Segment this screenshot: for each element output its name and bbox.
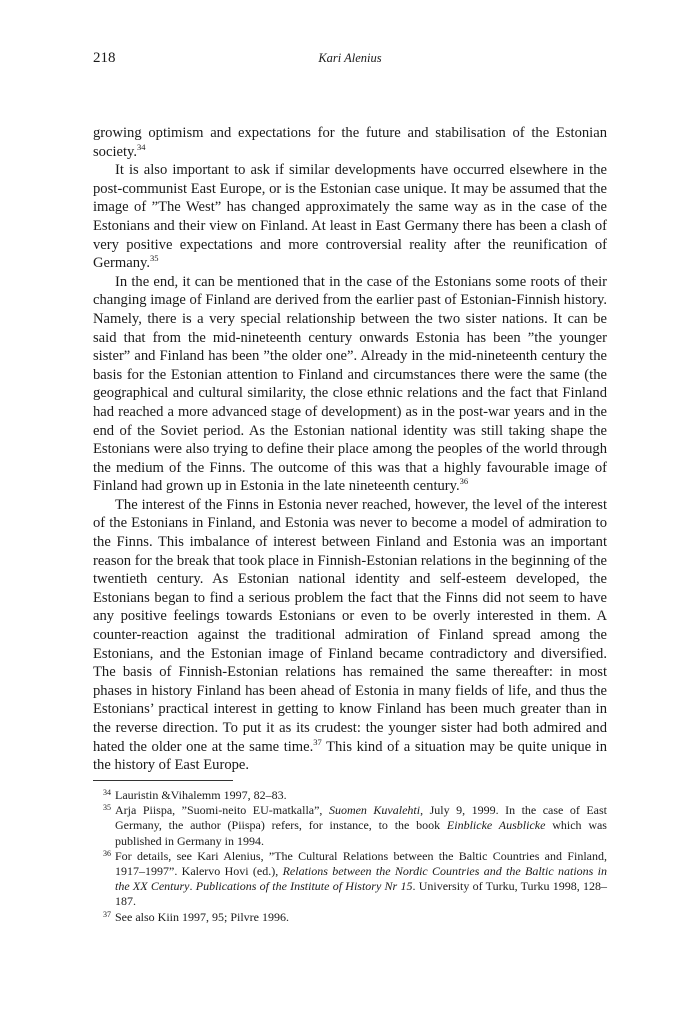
paragraph-text: growing optimism and expectations for the future and stabilisation of the Estonian society. xyxy=(93,125,607,160)
running-head: Kari Alenius xyxy=(318,51,382,65)
paragraph-4 xyxy=(93,496,607,775)
footnote-number: 36 xyxy=(103,848,111,858)
paragraph-2 xyxy=(93,161,607,273)
footnote-ref[interactable]: 37 xyxy=(313,736,322,747)
footnote-ref[interactable]: 35 xyxy=(150,253,159,264)
footnote-36 xyxy=(93,849,607,910)
footnote-title: Relations between the Nordic Countries and the Baltic nations in the XX Century xyxy=(115,864,607,894)
footnotes xyxy=(93,788,607,925)
footnote-text: Arja Piispa, ”Suomi-neito EU-matkalla”, xyxy=(115,803,329,818)
footnote-text: For details, see Kari Alenius, ”The Cultural Relations between the Baltic Countries and Finland, 1917–1997”. Kalervo Hovi (ed.), xyxy=(115,848,607,879)
footnote-divider xyxy=(93,780,233,781)
footnote-text: , July 9, 1999. In the case of East Germany, the author (Piispa) refers, for instance, to the book xyxy=(115,803,608,833)
footnote-text: Lauristin &Vihalemm 1997, 82–83. xyxy=(115,788,287,802)
footnote-34 xyxy=(93,788,607,803)
paragraph-3 xyxy=(93,273,607,496)
footnote-number: 34 xyxy=(103,788,111,797)
footnote-title: Publications of the Institute of History Nr 15 xyxy=(195,879,413,894)
paragraph-text: In the end, it can be mentioned that in the case of the Estonians some roots of their changing image of Finland are derived from the earlier past of Estonian-Finnish history. Namely, there is a very special relationship between the two sister nations. It can be said that from the mid-nineteenth century onwards Estonia has been ”the younger sister” and Finland has been ”the older one”. Already in the mid-nineteenth century the basis for the Estonian attention to Finland and circumstances there were the same (the geographical and cultural similarity, the close ethnic relations and the fact that Finland had reached a more advanced stage of development) as in the post-war years and in the end of the Soviet period. As the Estonian national identity was still taking shape the Estonians were also trying to define their place among the peoples of the world through the medium of the Finns. The outcome of this was that a highly favourable image of Finland had grown up in Estonia in the late nineteenth century. xyxy=(93,273,607,495)
footnote-text: . xyxy=(189,879,196,894)
footnote-ref[interactable]: 34 xyxy=(137,141,146,152)
paragraph-1 xyxy=(93,124,607,161)
footnote-text: . University of Turku, Turku 1998, 128–187. xyxy=(115,879,608,909)
footnote-text: See also Kiin 1997, 95; Pilvre 1996. xyxy=(115,909,289,924)
paragraph-text: The interest of the Finns in Estonia never reached, however, the level of the interest of the Estonians in Finland, and Estonia was never to become a model of admiration to the Finns. This imbalance of interest between Finland and Estonia was an important reason for the break that took place in Finnish-Estonian relations in the beginning of the twentieth century. As Estonian national identity and self-esteem developed, the Estonians began to find a serious problem the fact that the Finns did not seem to have any positive feelings towards Estonians or even to be overly interested in them. A counter-reaction against the traditional admiration of Finland spread among the Estonians, and the Estonian image of Finland became contradictory and diversified. The basis of Finnish-Estonian relations has remained the same thereafter: in most phases in history Finland has been ahead of Estonia in many fields of life, and thus the Estonians’ practical interest in getting to know Finland has been much greater than in the reverse direction. To put it as its crudest: the younger sister had both admired and hated the older one at the same time. xyxy=(93,496,607,755)
footnote-ref[interactable]: 36 xyxy=(459,476,469,487)
paragraph-text-continued: This kind of a situation may be quite unique in the history of East Europe. xyxy=(93,738,607,774)
page-number: 218 xyxy=(93,50,116,66)
body-text xyxy=(93,124,607,775)
footnote-title: Suomen Kuvalehti xyxy=(328,803,421,818)
footnote-number: 35 xyxy=(103,803,111,813)
footnote-number: 37 xyxy=(103,909,111,919)
footnote-text: which was published in Germany in 1994. xyxy=(115,818,607,848)
footnote-35 xyxy=(93,803,607,849)
paragraph-text: It is also important to ask if similar developments have occurred elsewhere in the post-communist East Europe, or is the Estonian case unique. It may be assumed that the image of ”The West” has changed approximately the same way as in the case of the Estonians and their view on Finland. At least in East Germany there has been a clash of very positive expectations and more controversial reality after the reunification of Germany. xyxy=(93,162,607,272)
footnote-37 xyxy=(93,910,607,925)
footnote-title: Einblicke Ausblicke xyxy=(446,818,546,833)
